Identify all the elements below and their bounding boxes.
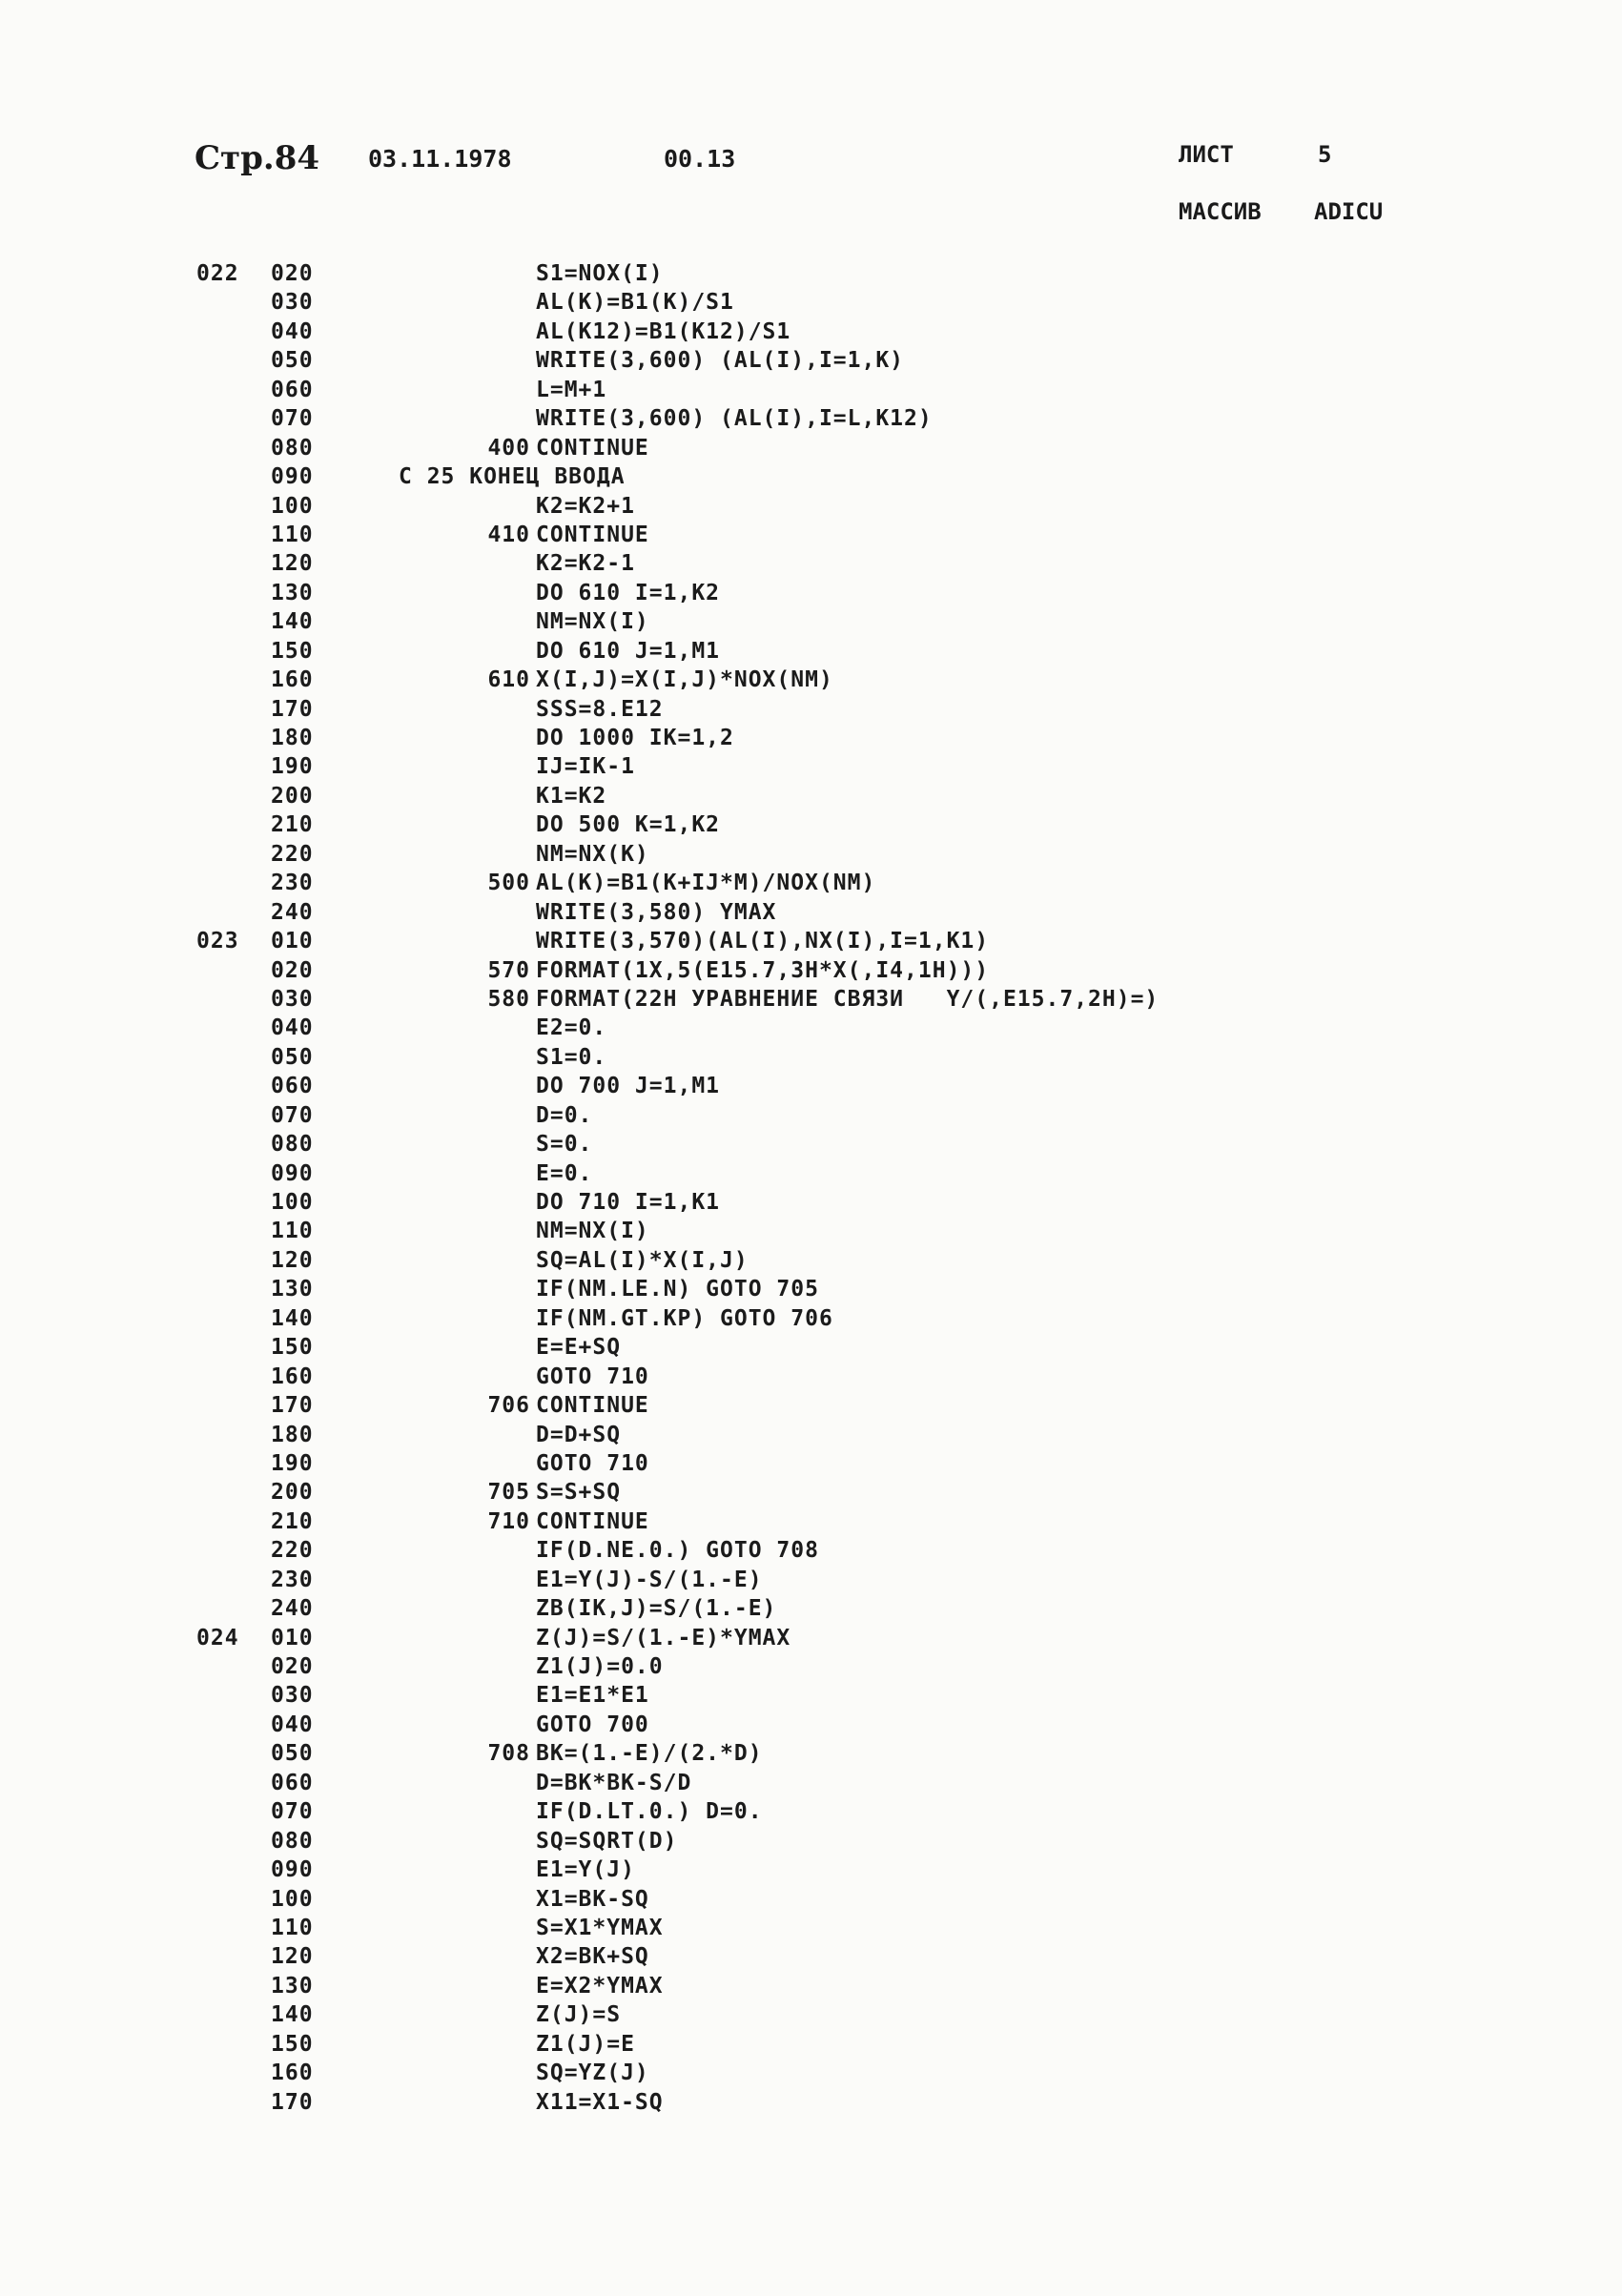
statement-text: IF(NM.GT.KP) GOTO 706: [536, 1305, 833, 1331]
sequence-number: 100: [271, 493, 314, 519]
code-line: [196, 1363, 1436, 1391]
code-line: [196, 1797, 1436, 1826]
statement-text: E1=Y(J)-S/(1.-E): [536, 1567, 763, 1592]
statement-label: 580: [487, 986, 530, 1012]
sheet-number: 5: [1318, 141, 1332, 168]
statement-label: 705: [487, 1480, 530, 1506]
sequence-number: 230: [271, 1567, 314, 1592]
sequence-number: 050: [271, 348, 314, 374]
statement-text: DO 500 K=1,K2: [536, 812, 721, 838]
statement-text: D=BK*BK-S/D: [536, 1770, 692, 1795]
code-line: [196, 259, 1436, 288]
array-name: ADICU: [1314, 198, 1384, 225]
statement-label: 706: [487, 1393, 530, 1419]
sequence-number: 080: [271, 1828, 314, 1854]
statement-text: K2=K2-1: [536, 551, 635, 577]
sequence-number: 190: [271, 754, 314, 780]
code-line: [196, 1246, 1436, 1275]
code-line: [196, 346, 1436, 375]
statement-text: DO 610 J=1,M1: [536, 638, 721, 664]
statement-text: SSS=8.E12: [536, 696, 664, 722]
statement-text: IF(NM.LE.N) GOTO 705: [536, 1277, 819, 1302]
code-line: [196, 1711, 1436, 1739]
code-line: [196, 1972, 1436, 2000]
statement-text: WRITE(3,600) (AL(I),I=1,K): [536, 348, 905, 374]
code-line: [196, 1942, 1436, 1971]
statement-text: GOTO 700: [536, 1712, 649, 1737]
code-line: [196, 752, 1436, 781]
statement-text: GOTO 710: [536, 1450, 649, 1476]
sequence-number: 030: [271, 290, 314, 316]
code-line: [196, 492, 1436, 521]
sequence-number: 160: [271, 2060, 314, 2086]
code-line: [196, 1885, 1436, 1914]
page-number: Стр.84: [195, 139, 320, 177]
statement-label: 708: [487, 1741, 530, 1767]
sequence-number: 090: [271, 1160, 314, 1186]
sequence-number: 050: [271, 1741, 314, 1767]
statement-text: L=M+1: [536, 377, 607, 402]
code-line: [196, 869, 1436, 897]
statement-text: S1=0.: [536, 1044, 607, 1070]
sequence-number: 010: [271, 929, 314, 954]
statement-text: Z(J)=S: [536, 2002, 622, 2028]
sequence-number: 150: [271, 2031, 314, 2057]
statement-label: 570: [487, 957, 530, 983]
statement-text: E=X2*YMAX: [536, 1973, 664, 1999]
code-line: [196, 1769, 1436, 1797]
statement-text: CONTINUE: [536, 435, 649, 461]
sequence-number: 050: [271, 1044, 314, 1070]
sequence-number: 120: [271, 551, 314, 577]
sequence-number: 040: [271, 1015, 314, 1041]
sequence-number: 180: [271, 726, 314, 750]
block-number: 022: [196, 261, 239, 286]
code-line: [196, 549, 1436, 578]
code-line: [196, 782, 1436, 810]
code-line: [196, 1566, 1436, 1594]
code-line: [196, 1914, 1436, 1942]
code-line: [196, 1449, 1436, 1478]
code-line: [196, 404, 1436, 433]
statement-text: Z1(J)=E: [536, 2031, 635, 2057]
sequence-number: 030: [271, 1683, 314, 1709]
sequence-number: 110: [271, 1219, 314, 1244]
block-number: 023: [196, 929, 239, 954]
code-line: [196, 724, 1436, 752]
sequence-number: 120: [271, 1944, 314, 1970]
sequence-number: 130: [271, 1277, 314, 1302]
code-line: [196, 318, 1436, 346]
statement-text: BK=(1.-E)/(2.*D): [536, 1741, 763, 1767]
sheet-label: ЛИСТ: [1179, 141, 1234, 168]
code-line: [196, 1507, 1436, 1536]
sequence-number: 220: [271, 1538, 314, 1564]
code-line: [196, 579, 1436, 607]
statement-text: K1=K2: [536, 783, 607, 809]
code-line: [196, 1739, 1436, 1768]
sequence-number: 090: [271, 464, 314, 490]
code-line: [196, 695, 1436, 724]
statement-text: E2=0.: [536, 1015, 607, 1041]
code-line: [196, 1101, 1436, 1130]
statement-text: CONTINUE: [536, 1508, 649, 1534]
array-label: МАССИВ: [1179, 198, 1262, 225]
sequence-number: 140: [271, 2002, 314, 2028]
sequence-number: 170: [271, 2089, 314, 2115]
code-line: [196, 1594, 1436, 1623]
code-line: [196, 1043, 1436, 1072]
statement-text: DO 610 I=1,K2: [536, 580, 721, 605]
sequence-number: 020: [271, 261, 314, 286]
code-line: [196, 1014, 1436, 1042]
sequence-number: 210: [271, 1508, 314, 1534]
statement-text: E=0.: [536, 1160, 593, 1186]
code-line: [196, 2059, 1436, 2087]
sequence-number: 060: [271, 1770, 314, 1795]
sequence-number: 140: [271, 609, 314, 635]
statement-text: DO 710 I=1,K1: [536, 1190, 721, 1215]
code-listing: [196, 259, 1436, 2117]
statement-text: E1=E1*E1: [536, 1683, 649, 1709]
code-line: [196, 666, 1436, 694]
sequence-number: 130: [271, 580, 314, 605]
code-line: [196, 1391, 1436, 1420]
code-line: [196, 1536, 1436, 1565]
comment-text: C 25 КОНЕЦ ВВОДА: [399, 464, 626, 490]
statement-label: 710: [487, 1508, 530, 1534]
sequence-number: 160: [271, 667, 314, 693]
statement-text: S=0.: [536, 1132, 593, 1158]
code-line: [196, 637, 1436, 666]
statement-text: AL(K12)=B1(K12)/S1: [536, 318, 791, 344]
statement-text: CONTINUE: [536, 522, 649, 547]
statement-text: K2=K2+1: [536, 493, 635, 519]
sequence-number: 150: [271, 1335, 314, 1361]
statement-label: 500: [487, 871, 530, 896]
sequence-number: 230: [271, 871, 314, 896]
sequence-number: 110: [271, 522, 314, 547]
statement-label: 610: [487, 667, 530, 693]
statement-text: FORMAT(22H УРАВНЕНИЕ СВЯЗИ Y/(,E15.7,2H)=): [536, 986, 1160, 1012]
sequence-number: 080: [271, 435, 314, 461]
sequence-number: 160: [271, 1363, 314, 1389]
code-line: [196, 1855, 1436, 1884]
code-line: [196, 1827, 1436, 1855]
statement-text: FORMAT(1X,5(E15.7,3H*X(,I4,1H))): [536, 957, 990, 983]
statement-text: WRITE(3,580) YMAX: [536, 899, 777, 925]
statement-text: Z1(J)=0.0: [536, 1654, 664, 1679]
statement-text: DO 1000 IK=1,2: [536, 726, 734, 750]
statement-text: CONTINUE: [536, 1393, 649, 1419]
sequence-number: 020: [271, 957, 314, 983]
code-line: [196, 1159, 1436, 1188]
sequence-number: 220: [271, 841, 314, 867]
print-time: 00.13: [664, 145, 736, 173]
statement-text: SQ=SQRT(D): [536, 1828, 678, 1854]
block-number: 024: [196, 1625, 239, 1650]
code-line: [196, 1275, 1436, 1303]
sequence-number: 180: [271, 1422, 314, 1447]
sequence-number: 240: [271, 1596, 314, 1622]
sequence-number: 210: [271, 812, 314, 838]
code-line: [196, 1304, 1436, 1333]
code-line: [196, 1217, 1436, 1245]
code-line: [196, 1072, 1436, 1100]
statement-text: E1=Y(J): [536, 1857, 635, 1883]
statement-text: NM=NX(I): [536, 609, 649, 635]
statement-label: 410: [487, 522, 530, 547]
sequence-number: 040: [271, 318, 314, 344]
code-line: [196, 1624, 1436, 1652]
statement-text: WRITE(3,600) (AL(I),I=L,K12): [536, 406, 933, 432]
sequence-number: 060: [271, 377, 314, 402]
statement-text: AL(K)=B1(K)/S1: [536, 290, 734, 316]
statement-text: IF(D.NE.0.) GOTO 708: [536, 1538, 819, 1564]
code-line: [196, 288, 1436, 317]
statement-text: X(I,J)=X(I,J)*NOX(NM): [536, 667, 833, 693]
sequence-number: 090: [271, 1857, 314, 1883]
sequence-number: 080: [271, 1132, 314, 1158]
statement-text: DO 700 J=1,M1: [536, 1074, 721, 1099]
statement-text: SQ=AL(I)*X(I,J): [536, 1247, 749, 1273]
code-line: [196, 1130, 1436, 1158]
sequence-number: 030: [271, 986, 314, 1012]
sequence-number: 070: [271, 1799, 314, 1825]
statement-text: D=D+SQ: [536, 1422, 622, 1447]
code-line: [196, 1333, 1436, 1362]
code-line: [196, 810, 1436, 839]
code-line: [196, 956, 1436, 985]
statement-text: NM=NX(I): [536, 1219, 649, 1244]
statement-text: NM=NX(K): [536, 841, 649, 867]
statement-text: S=X1*YMAX: [536, 1915, 664, 1940]
sequence-number: 190: [271, 1450, 314, 1476]
statement-text: IF(D.LT.0.) D=0.: [536, 1799, 763, 1825]
code-line: [196, 376, 1436, 404]
statement-text: E=E+SQ: [536, 1335, 622, 1361]
sequence-number: 150: [271, 638, 314, 664]
statement-text: ZB(IK,J)=S/(1.-E): [536, 1596, 777, 1622]
code-line: [196, 1421, 1436, 1449]
statement-text: X2=BK+SQ: [536, 1944, 649, 1970]
sequence-number: 020: [271, 1654, 314, 1679]
code-line: [196, 927, 1436, 955]
code-line: [196, 1478, 1436, 1507]
code-line: [196, 985, 1436, 1014]
sequence-number: 140: [271, 1305, 314, 1331]
statement-text: AL(K)=B1(K+IJ*M)/NOX(NM): [536, 871, 876, 896]
statement-label: 400: [487, 435, 530, 461]
statement-text: Z(J)=S/(1.-E)*YMAX: [536, 1625, 791, 1650]
statement-text: IJ=IK-1: [536, 754, 635, 780]
statement-text: S=S+SQ: [536, 1480, 622, 1506]
sequence-number: 170: [271, 1393, 314, 1419]
code-line: [196, 2000, 1436, 2029]
code-line: [196, 840, 1436, 869]
sequence-number: 070: [271, 406, 314, 432]
code-line: [196, 1652, 1436, 1681]
sequence-number: 110: [271, 1915, 314, 1940]
sequence-number: 010: [271, 1625, 314, 1650]
sequence-number: 070: [271, 1102, 314, 1128]
code-line: [196, 434, 1436, 462]
code-line: [196, 2030, 1436, 2059]
statement-text: GOTO 710: [536, 1363, 649, 1389]
statement-text: WRITE(3,570)(AL(I),NX(I),I=1,K1): [536, 929, 990, 954]
sequence-number: 200: [271, 783, 314, 809]
statement-text: S1=NOX(I): [536, 261, 664, 286]
sequence-number: 100: [271, 1886, 314, 1912]
code-line: [196, 607, 1436, 636]
statement-text: SQ=YZ(J): [536, 2060, 649, 2086]
statement-text: X11=X1-SQ: [536, 2089, 664, 2115]
code-line: [196, 462, 1436, 491]
code-line: [196, 1188, 1436, 1217]
sequence-number: 240: [271, 899, 314, 925]
sequence-number: 200: [271, 1480, 314, 1506]
sequence-number: 040: [271, 1712, 314, 1737]
sequence-number: 120: [271, 1247, 314, 1273]
print-date: 03.11.1978: [368, 145, 512, 173]
sequence-number: 170: [271, 696, 314, 722]
statement-text: D=0.: [536, 1102, 593, 1128]
sequence-number: 060: [271, 1074, 314, 1099]
code-line: [196, 898, 1436, 927]
statement-text: X1=BK-SQ: [536, 1886, 649, 1912]
code-line: [196, 2088, 1436, 2117]
sequence-number: 100: [271, 1190, 314, 1215]
code-line: [196, 1681, 1436, 1710]
code-line: [196, 521, 1436, 549]
sequence-number: 130: [271, 1973, 314, 1999]
